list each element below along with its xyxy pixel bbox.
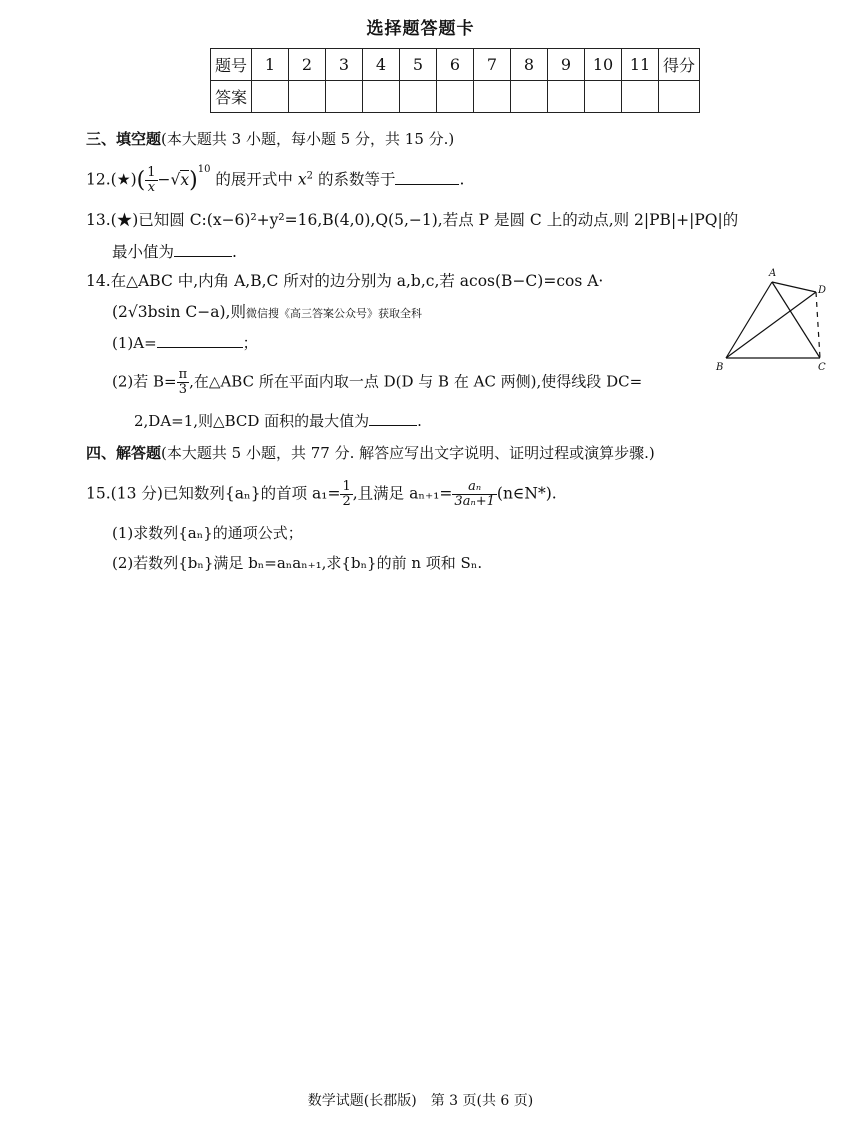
q12-x: x: [297, 170, 307, 189]
q14-part1-end: ；: [242, 334, 258, 352]
q14-part2-text-a: (2)若 B=: [112, 372, 177, 391]
q14-part2-end: .: [417, 412, 422, 430]
q12-text2: 的系数等于: [317, 170, 396, 189]
answer-cell[interactable]: [585, 81, 622, 113]
q15-mid: ,且满足 aₙ₊₁=: [352, 484, 453, 503]
answer-cell[interactable]: [252, 81, 289, 113]
q12-text1: 的展开式中: [215, 170, 293, 189]
answer-card-title: 选择题答题卡: [366, 19, 475, 39]
q15-part2: (2)若数列{bₙ}满足 bₙ=aₙaₙ₊₁,求{bₙ}的前 n 项和 Sₙ.: [112, 554, 483, 572]
watermark-text: 微信搜《高三答案公众号》获取全科: [245, 307, 422, 320]
question-number-cell: 3: [326, 49, 363, 81]
label-C: C: [818, 362, 826, 373]
answer-cell[interactable]: [363, 81, 400, 113]
question-number-cell: 11: [622, 49, 659, 81]
q14-text: 在△ABC 中,内角 A,B,C 所对的边分别为 a,b,c,若 acos(B−C)=cos A·: [110, 272, 604, 290]
q12-sqrt: x: [180, 170, 190, 189]
section-4-desc: (本大题共 5 小题，共 77 分. 解答应写出文字说明、证明过程或演算步骤.): [161, 444, 655, 462]
answer-cell[interactable]: [326, 81, 363, 113]
section-3-label: 三、填空题: [86, 130, 162, 148]
q14-part1-answer-blank[interactable]: [157, 346, 243, 348]
q15-recurrence-fraction: $\frac{\text{aₙ}}{\text{3aₙ+1}}$: [454, 479, 495, 509]
score-cell[interactable]: [659, 81, 700, 113]
label-B: B: [716, 362, 724, 373]
question-number-cell: 2: [289, 49, 326, 81]
q12-fraction: $\frac{1}{x}$: [147, 165, 156, 195]
score-label-cell: 得分: [659, 49, 700, 81]
question-number-cell: 4: [363, 49, 400, 81]
edge-AD: [772, 282, 816, 292]
answer-cell[interactable]: [289, 81, 326, 113]
q14-part2-line1: [112, 368, 642, 397]
question-12: 12.(★)( $\frac{1}{x}$ −√x)$^{10}$ 的展开式中 $x^2$ 的系数等于 .: [86, 164, 465, 195]
answer-cell[interactable]: [548, 81, 585, 113]
question-number-cell: 6: [437, 49, 474, 81]
section-3-heading: [86, 128, 454, 149]
q14-number: 14.: [86, 272, 111, 290]
question-number-cell: 7: [474, 49, 511, 81]
q14-part1-text: (1)A=: [112, 334, 157, 352]
answer-cell[interactable]: [474, 81, 511, 113]
section-4-heading: [86, 442, 655, 463]
question-number-cell: 5: [400, 49, 437, 81]
question-number-cell: 9: [548, 49, 585, 81]
question-14-line1: [86, 269, 603, 291]
question-number-cell: 10: [585, 49, 622, 81]
q14-part1: [112, 332, 258, 353]
q14-text-2: (2√3bsin C−a),则: [112, 303, 246, 321]
question-13-line2: 最小值为 .: [112, 243, 237, 261]
question-13-line1: [86, 208, 738, 230]
row-label-number: 题号: [211, 49, 252, 81]
q15-tail: (n∈N*).: [496, 484, 557, 503]
q14-part2-line2: [134, 410, 422, 431]
q15-number: 15.: [86, 484, 111, 503]
q12-x-exp: 2: [306, 170, 313, 182]
q14-pi-over-3: $\frac{\pi}{3}$: [178, 367, 188, 397]
q15-head: (13 分)已知数列{aₙ}的首项 a₁=: [110, 484, 341, 503]
answer-cell[interactable]: [511, 81, 548, 113]
answer-cell[interactable]: [437, 81, 474, 113]
q15-part1: (1)求数列{aₙ}的通项公式；: [112, 524, 303, 542]
question-14-line2: [112, 300, 422, 322]
question-15: [86, 480, 557, 509]
edge-DC: [816, 292, 820, 358]
q13-text-2: 最小值为: [112, 243, 175, 261]
q13-star: (★): [110, 211, 139, 229]
row-label-answer: 答案: [211, 81, 252, 113]
q13-answer-blank[interactable]: [174, 255, 232, 257]
edge-DB: [726, 292, 816, 358]
answer-card-row-answers: [211, 81, 700, 113]
section-3-desc: (本大题共 3 小题，每小题 5 分，共 15 分.): [161, 130, 455, 148]
question-number-cell: 1: [252, 49, 289, 81]
answer-cell[interactable]: [400, 81, 437, 113]
edge-AB: [726, 282, 772, 358]
q12-number: 12.: [86, 170, 111, 189]
answer-cell[interactable]: [622, 81, 659, 113]
answer-card-row-numbers: [211, 49, 700, 81]
triangle-figure: [712, 262, 834, 374]
q14-part2-text-c: 2,DA=1,则△BCD 面积的最大值为: [134, 412, 370, 430]
label-A: A: [769, 268, 777, 279]
q12-exponent: 10: [197, 164, 211, 176]
q12-star: (★): [110, 170, 137, 189]
edge-AC: [772, 282, 820, 358]
q13-number: 13.: [86, 211, 111, 229]
answer-card-table: [210, 48, 700, 113]
page-footer: 数学试题(长郡版) 第 3 页(共 6 页): [307, 1093, 534, 1109]
q15-fraction-half: $\frac{1}{2}$: [342, 479, 351, 509]
section-4-label: 四、解答题: [86, 444, 162, 462]
q12-answer-blank[interactable]: [395, 183, 459, 185]
q14-part2-text-b: ,在△ABC 所在平面内取一点 D(D 与 B 在 AC 两侧),使得线段 DC=: [189, 372, 643, 391]
q14-part2-answer-blank[interactable]: [369, 424, 417, 426]
question-number-cell: 8: [511, 49, 548, 81]
label-D: D: [818, 285, 827, 296]
q13-text: 已知圆 C:(x−6)²+y²=16,B(4,0),Q(5,−1),若点 P 是圆 C 上的动点,则 2|PB|+|PQ|的: [138, 211, 739, 229]
